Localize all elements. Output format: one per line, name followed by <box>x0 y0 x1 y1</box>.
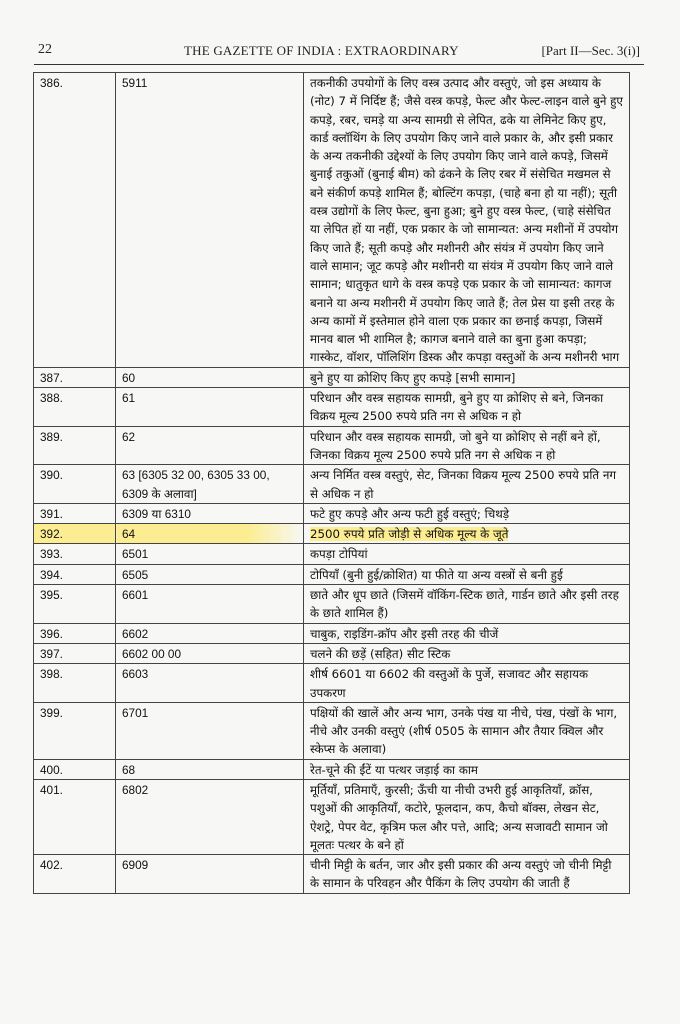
table-row <box>34 759 630 779</box>
description-cell: चलने की छड़ें (सहित) सीट स्टिक <box>304 643 630 663</box>
tariff-code-cell: 6501 <box>116 544 304 564</box>
table-row <box>34 643 630 663</box>
tariff-table <box>33 72 630 894</box>
description-cell: मूर्तियाँ, प्रतिमाएँ, कुरसी; ऊँची या नीची उभरी हुई आकृतियाँ, क्रॉस, पशुओं की आकृतियाँ, कटोरे, फूलदान, कप, कैचो बॉक्स, लेखन सेट, ऐशट्रे, पेपर वेट, कृत्रिम फल और पत्ते, आदि; अन्य सजावटी सामान जो मूलतः पत्थर के बने हों <box>304 779 630 854</box>
tariff-code-cell: 6602 <box>116 623 304 643</box>
serial-number-cell: 395. <box>34 585 116 624</box>
highlighted-description: 2500 रुपये प्रति जोड़ी से अधिक मूल्य के जूते <box>310 527 509 542</box>
description-cell: चाबुक, राइडिंग-क्रॉप और इसी तरह की चीजें <box>304 623 630 643</box>
description-cell: तकनीकी उपयोगों के लिए वस्त्र उत्पाद और वस्तुएं, जो इस अध्याय के (नोट) 7 में निर्दिष्ट हैं; जैसे वस्त्र कपड़े, फेल्ट और फेल्ट-लाइन वाले बुने हुए कपड़े, रबर, चमड़े या अन्य सामग्री से लेपित, ढके या लेमिनेट किए हुए, कार्ड क्लॉथिंग के लिए उपयोग किए जाने वाले प्रकार के, और इसी प्रकार के अन्य तकनीकी उद्देश्यों के लिए उपयोग किए जाने वाले कपड़े, जिसमें बुनाई तकुओं (बुनाई बीम) को ढंकने के लिए रबर में संसेचित मखमल से बने संकीर्ण कपड़े शामिल हैं; बोल्टिंग कपड़ा, (चाहे बना हो या नहीं); सूती वस्त्र उद्योगों के लिए फेल्ट, बुना हुआ; बुने हुए वस्त्र फेल्ट, (चाहे संसेचित या लेपित हों या नहीं, एक प्रकार के जो सामान्यत: अन्य मशीनों में उपयोग किए जाते हैं; सूती कपड़े और मशीनरी और संयंत्र में उपयोग किए जाने वाले सामान; जूट कपड़े और मशीनरी या संयंत्र में उपयोग किए जाने वाले सामान; धातुकृत धागे के वस्त्र कपड़े एक प्रकार के जो सामान्यत: कागज बनाने या अन्य मशीनरी में उपयोग किए जाते हैं; तेल प्रेस या इसी तरह के अन्य कामों में इस्तेमाल होने वाला एक प्रकार का छनाई कपड़ा, जिसमें मानव बाल भी शामिल है; कागज बनाने वाले का बुना हुआ कपड़ा; गास्केट, वॉशर, पॉलिशिंग डिस्क और कपड़ा वस्तुओं के अन्य मशीनरी भाग <box>304 73 630 368</box>
table-row <box>34 503 630 523</box>
description-cell: चीनी मिट्टी के बर्तन, जार और इसी प्रकार की अन्य वस्तुएं जो चीनी मिट्टी के सामान के परिवहन और पैकिंग के लिए उपयोग की जाती हैं <box>304 855 630 894</box>
serial-number-cell: 390. <box>34 465 116 504</box>
description-cell: परिधान और वस्त्र सहायक सामग्री, बुने हुए या क्रोशिए से बने, जिनका विक्रय मूल्य 2500 रुपये प्रति नग से अधिक न हो <box>304 388 630 427</box>
table-row <box>34 465 630 504</box>
table-row <box>34 564 630 584</box>
tariff-code-cell: 5911 <box>116 73 304 368</box>
description-cell: फटे हुए कपड़े और अन्य फटी हुई वस्तुएं; चिथड़े <box>304 503 630 523</box>
table-row <box>34 426 630 465</box>
description-cell: शीर्ष 6601 या 6602 की वस्तुओं के पुर्जे, सजावट और सहायक उपकरण <box>304 664 630 703</box>
description-cell: रेत-चूने की ईंटें या पत्थर जड़ाई का काम <box>304 759 630 779</box>
tariff-code-cell: 60 <box>116 367 304 387</box>
tariff-code-cell: 6701 <box>116 702 304 759</box>
serial-number-cell: 402. <box>34 855 116 894</box>
serial-number-cell: 397. <box>34 643 116 663</box>
serial-number-cell: 398. <box>34 664 116 703</box>
gazette-title: THE GAZETTE OF INDIA : EXTRAORDINARY <box>184 43 459 58</box>
tariff-code-cell: 6505 <box>116 564 304 584</box>
description-cell: परिधान और वस्त्र सहायक सामग्री, जो बुने या क्रोशिए से नहीं बने हों, जिनका विक्रय मूल्य 2500 रुपये प्रति नग से अधिक न हो <box>304 426 630 465</box>
serial-number-cell: 389. <box>34 426 116 465</box>
table-row <box>34 664 630 703</box>
description-cell: टोपियाँ (बुनी हुई/क्रोशित) या फीते या अन्य वस्त्रों से बनी हुई <box>304 564 630 584</box>
tariff-code-cell: 6309 या 6310 <box>116 503 304 523</box>
serial-number-cell: 393. <box>34 544 116 564</box>
serial-number-cell: 399. <box>34 702 116 759</box>
tariff-code-cell: 64 <box>116 524 304 544</box>
serial-number-cell: 396. <box>34 623 116 643</box>
table-row <box>34 544 630 564</box>
serial-number-cell: 391. <box>34 503 116 523</box>
page-header <box>34 40 644 62</box>
table-row <box>34 855 630 894</box>
table-row <box>34 779 630 854</box>
tariff-code-cell: 63 [6305 32 00, 6305 33 00, 6309 के अलावा] <box>116 465 304 504</box>
table-row <box>34 367 630 387</box>
serial-number-cell: 388. <box>34 388 116 427</box>
description-cell: अन्य निर्मित वस्त्र वस्तुएं, सेट, जिनका विक्रय मूल्य 2500 रुपये प्रति नग से अधिक न हो <box>304 465 630 504</box>
tariff-code-cell: 6802 <box>116 779 304 854</box>
description-cell: कपड़ा टोपियां <box>304 544 630 564</box>
description-cell: छाते और धूप छाते (जिसमें वॉकिंग-स्टिक छाते, गार्डन छाते और इसी तरह के छाते शामिल हैं) <box>304 585 630 624</box>
table-row <box>34 585 630 624</box>
tariff-code-cell: 6601 <box>116 585 304 624</box>
serial-number-cell: 392. <box>34 524 116 544</box>
table-row <box>34 388 630 427</box>
serial-number-cell: 394. <box>34 564 116 584</box>
tariff-code-cell: 6909 <box>116 855 304 894</box>
part-section-label: [Part II—Sec. 3(i)] <box>541 43 640 58</box>
description-cell: बुने हुए या क्रोशिए किए हुए कपड़े [सभी सामान] <box>304 367 630 387</box>
tariff-table-body <box>34 73 630 894</box>
tariff-code-cell: 6603 <box>116 664 304 703</box>
serial-number-cell: 401. <box>34 779 116 854</box>
header-divider <box>34 64 644 65</box>
description-cell <box>304 524 630 544</box>
serial-number-cell: 387. <box>34 367 116 387</box>
page-number: 22 <box>38 42 52 57</box>
table-row <box>34 524 630 544</box>
tariff-code-cell: 6602 00 00 <box>116 643 304 663</box>
tariff-code-cell: 68 <box>116 759 304 779</box>
description-cell: पक्षियों की खालें और अन्य भाग, उनके पंख या नीचे, पंख, पंखों के भाग, नीचे और उनकी वस्तुएं (शीर्ष 0505 के सामान और तैयार क्विल और स्केप्स के अलावा) <box>304 702 630 759</box>
tariff-code-cell: 62 <box>116 426 304 465</box>
serial-number-cell: 400. <box>34 759 116 779</box>
tariff-code-cell: 61 <box>116 388 304 427</box>
table-row <box>34 623 630 643</box>
table-row <box>34 702 630 759</box>
table-row <box>34 73 630 368</box>
serial-number-cell: 386. <box>34 73 116 368</box>
